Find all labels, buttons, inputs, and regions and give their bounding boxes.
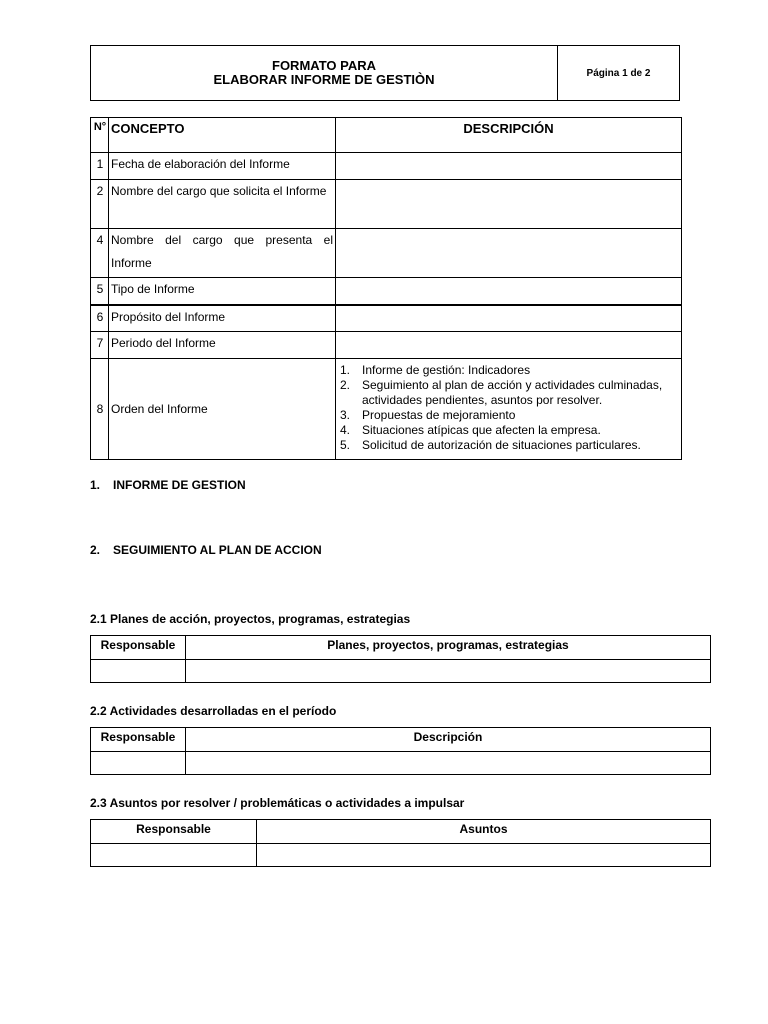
table-row: [91, 660, 711, 683]
actividades-table: [90, 727, 711, 775]
table-row: [91, 229, 682, 278]
row-concepto: Periodo del Informe: [109, 332, 336, 359]
col-header-n: N°: [91, 118, 109, 153]
row-descripcion-cell: [336, 359, 682, 460]
table-row: [91, 153, 682, 180]
row-descripcion-cell[interactable]: [336, 153, 682, 180]
row-descripcion-cell[interactable]: [336, 305, 682, 332]
document-header: [90, 45, 680, 101]
section-number: 2.: [90, 543, 101, 557]
row-concepto: Nombre del cargo que solicita el Informe: [109, 180, 336, 229]
section-heading-informe: [90, 478, 246, 492]
list-item-text: Seguimiento al plan de acción y actividades culminadas, actividades pendientes, asuntos por resolver.: [362, 378, 663, 407]
report-info-table: [90, 117, 682, 460]
responsable-cell[interactable]: [91, 752, 186, 775]
table-row: [91, 278, 682, 305]
row-descripcion-cell[interactable]: [336, 180, 682, 229]
table-row: [91, 305, 682, 332]
col-header-responsable: Responsable: [91, 820, 257, 844]
section-title: INFORME DE GESTION: [113, 478, 246, 492]
document-title: [91, 46, 558, 101]
row-number: 6: [91, 305, 109, 332]
section-title: SEGUIMIENTO AL PLAN DE ACCION: [113, 543, 322, 557]
list-item: [340, 363, 681, 378]
subsection-title-2-3: 2.3 Asuntos por resolver / problemáticas o actividades a impulsar: [90, 796, 465, 810]
col-header-responsable: Responsable: [91, 728, 186, 752]
col-header-descripcion: Descripción: [186, 728, 711, 752]
responsable-cell[interactable]: [91, 844, 257, 867]
row-concepto: Fecha de elaboración del Informe: [109, 153, 336, 180]
row-concepto: Nombre del cargo que presenta el Informe: [109, 229, 336, 278]
table-row: [91, 844, 711, 867]
row-descripcion-cell[interactable]: [336, 332, 682, 359]
responsable-cell[interactable]: [91, 660, 186, 683]
row-number: 8: [91, 359, 109, 460]
section-heading-seguimiento: [90, 543, 322, 557]
list-item-text: Propuestas de mejoramiento: [362, 408, 516, 422]
row-number: 5: [91, 278, 109, 305]
title-line-1: FORMATO PARA: [272, 58, 376, 73]
col-header-planes: Planes, proyectos, programas, estrategias: [186, 636, 711, 660]
planes-cell[interactable]: [186, 660, 711, 683]
subsection-title-2-1: 2.1 Planes de acción, proyectos, programas, estrategias: [90, 612, 411, 626]
col-header-concepto: CONCEPTO: [109, 118, 336, 153]
col-header-responsable: Responsable: [91, 636, 186, 660]
list-item-number: 3.: [340, 408, 351, 422]
list-item-text: Solicitud de autorización de situaciones particulares.: [362, 438, 641, 452]
row-concepto: Tipo de Informe: [109, 278, 336, 305]
row-descripcion-cell[interactable]: [336, 229, 682, 278]
table-row: [91, 359, 682, 460]
row-concepto: Orden del Informe: [109, 359, 336, 460]
table-row: [91, 752, 711, 775]
planes-table: [90, 635, 711, 683]
list-item: [340, 423, 681, 438]
col-header-descripcion: DESCRIPCIÓN: [336, 118, 682, 153]
list-item-number: 5.: [340, 438, 351, 452]
row-number: 2: [91, 180, 109, 229]
asuntos-cell[interactable]: [257, 844, 711, 867]
table-row: [91, 180, 682, 229]
list-item-text: Informe de gestión: Indicadores: [362, 363, 531, 377]
list-item: [340, 438, 681, 453]
asuntos-table: [90, 819, 711, 867]
table-row: [91, 332, 682, 359]
list-item: [340, 408, 681, 423]
row-number: 1: [91, 153, 109, 180]
row-concepto: Propósito del Informe: [109, 305, 336, 332]
row-number: 7: [91, 332, 109, 359]
list-item-number: 4.: [340, 423, 351, 437]
section-number: 1.: [90, 478, 101, 492]
col-header-asuntos: Asuntos: [257, 820, 711, 844]
subsection-title-2-2: 2.2 Actividades desarrolladas en el período: [90, 704, 337, 718]
title-line-2: ELABORAR INFORME DE GESTIÒN: [213, 72, 435, 87]
descripcion-cell[interactable]: [186, 752, 711, 775]
row-descripcion-cell[interactable]: [336, 278, 682, 305]
list-item-number: 2.: [340, 378, 351, 392]
orden-list: [340, 363, 681, 453]
page-number: Página 1 de 2: [558, 46, 680, 101]
list-item-number: 1.: [340, 363, 351, 377]
list-item: [340, 378, 681, 408]
row-number: 4: [91, 229, 109, 278]
list-item-text: Situaciones atípicas que afecten la empresa.: [362, 423, 601, 437]
